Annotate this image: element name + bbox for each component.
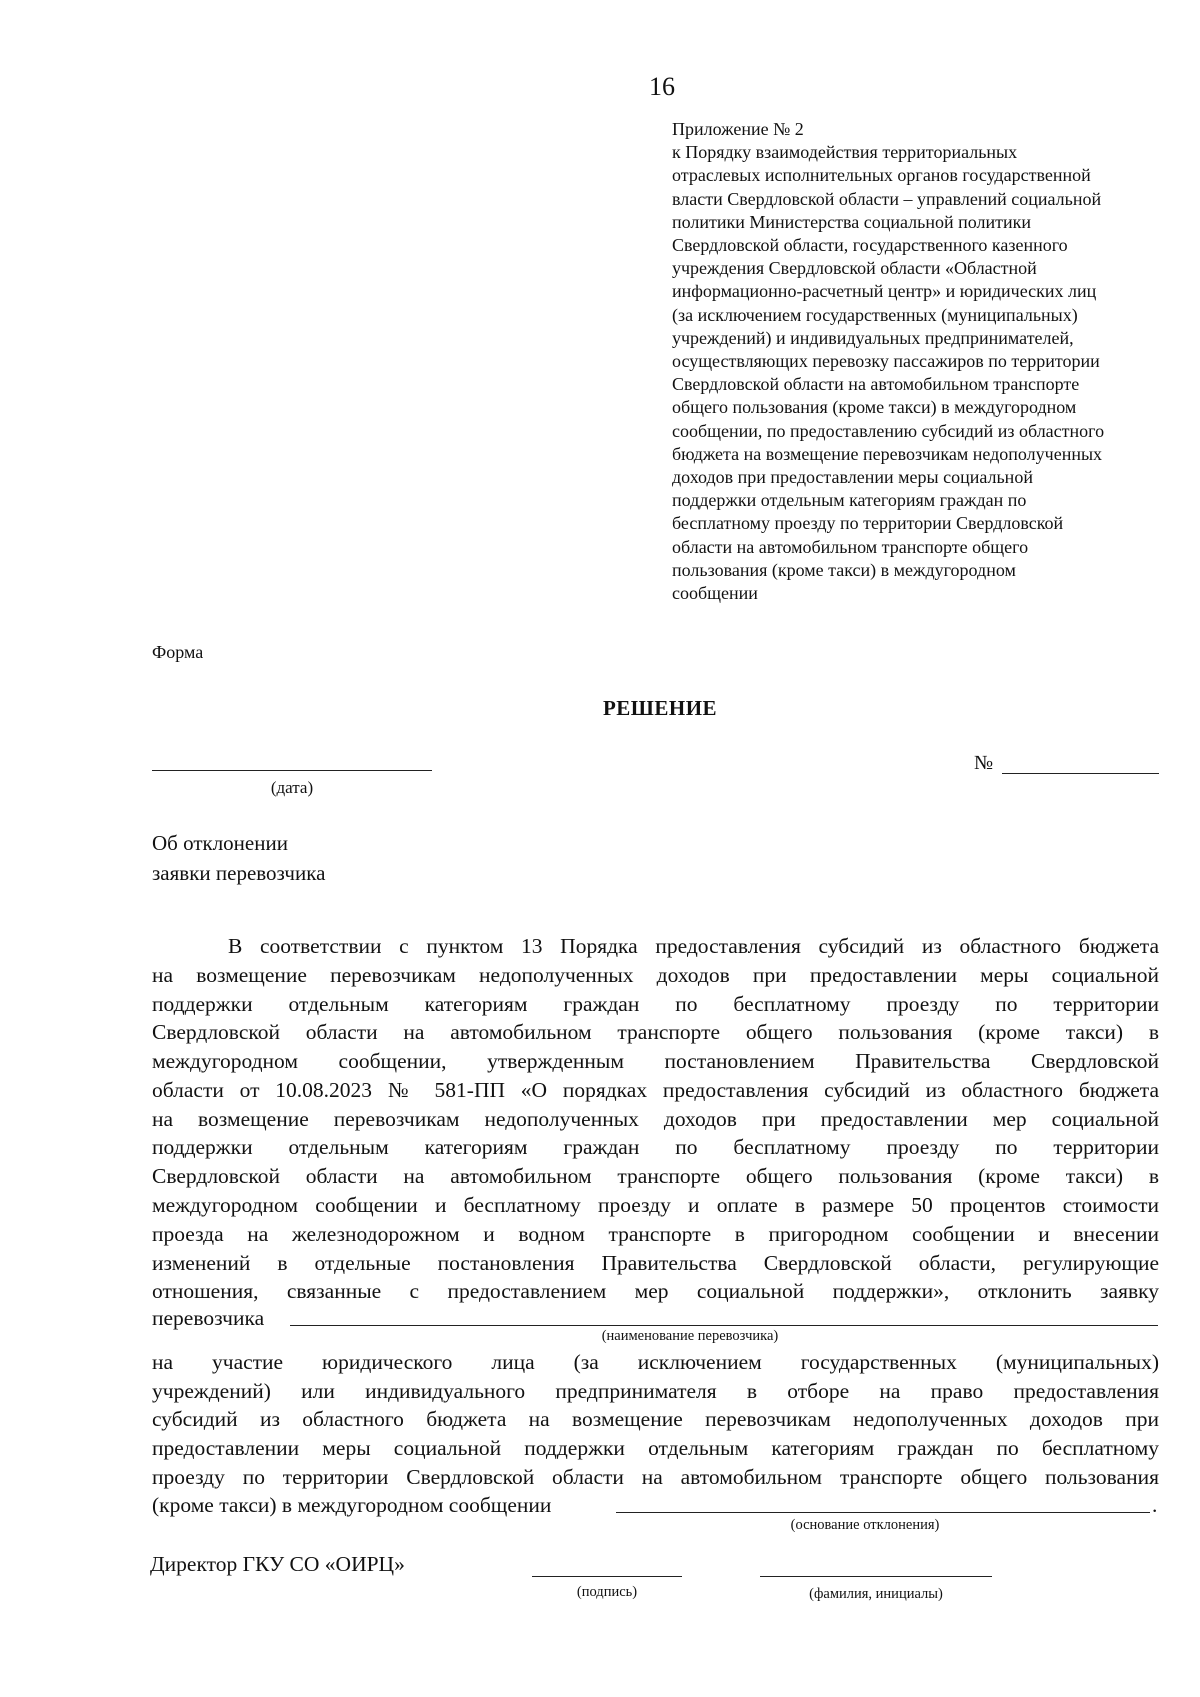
page-number: 16 xyxy=(649,72,675,101)
full-name-field-line[interactable] xyxy=(760,1576,992,1577)
appendix-line: к Порядку взаимодействия территориальных xyxy=(672,142,1018,163)
appendix-line: учреждений) и индивидуальных предпринимателей, xyxy=(672,327,1074,348)
body-line: учреждений) или индивидуального предпринимателя в отборе на право предоставления xyxy=(152,1379,1159,1403)
number-field-line[interactable] xyxy=(1002,773,1159,774)
appendix-line: политики Министерства социальной политики xyxy=(672,211,1031,232)
appendix-line: сообщении, по предоставлению субсидий из областного xyxy=(672,420,1105,441)
carrier-name-caption: (наименование перевозчика) xyxy=(601,1328,779,1344)
appendix-line: бюджета на возмещение перевозчикам недополученных xyxy=(672,443,1103,464)
appendix-line: Свердловской области на автомобильном транспорте xyxy=(672,374,1080,395)
date-caption: (дата) xyxy=(270,778,314,797)
body-end-period: . xyxy=(1152,1493,1158,1517)
appendix-line: осуществляющих перевозку пассажиров по территории xyxy=(672,351,1100,372)
date-field-line[interactable] xyxy=(152,770,432,771)
carrier-label: перевозчика xyxy=(152,1306,265,1330)
carrier-name-field-line[interactable] xyxy=(290,1325,1158,1326)
appendix-line: поддержки отдельным категориям граждан по xyxy=(672,490,1027,511)
body-line: (кроме такси) в междугородном сообщении xyxy=(152,1493,552,1517)
director-title: Директор ГКУ СО «ОИРЦ» xyxy=(150,1552,405,1576)
appendix-block xyxy=(672,118,1172,605)
reason-caption: (основание отклонения) xyxy=(790,1517,940,1533)
body-line: области от 10.08.2023 № 581-ПП «О порядках предоставления субсидий из областного бюджета xyxy=(152,1078,1159,1102)
body-line: междугородном сообщении и бесплатному проезду и оплате в размере 50 процентов стоимости xyxy=(152,1193,1159,1217)
appendix-line: отраслевых исполнительных органов государственной xyxy=(672,165,1091,186)
body-line: Свердловской области на автомобильном транспорте общего пользования (кроме такси) в xyxy=(152,1020,1159,1044)
signature-field-line[interactable] xyxy=(532,1576,682,1577)
number-label: № xyxy=(974,752,994,774)
appendix-line: Свердловской области, государственного казенного xyxy=(672,235,1068,256)
body-line: междугородном сообщении, утвержденным постановлением Правительства Свердловской xyxy=(152,1049,1159,1073)
document-title: РЕШЕНИЕ xyxy=(602,696,718,720)
body-line: на возмещение перевозчикам недополученных доходов при предоставлении меры социальной xyxy=(152,963,1159,987)
body-line: поддержки отдельным категориям граждан по бесплатному проезду по территории xyxy=(152,992,1159,1016)
body-line: на участие юридического лица (за исключением государственных (муниципальных) xyxy=(152,1350,1159,1374)
body-line: проезду по территории Свердловской области на автомобильном транспорте общего пользования xyxy=(152,1465,1159,1489)
subject-line: Об отклонении xyxy=(152,831,288,855)
body-line: отношения, связанные с предоставлением мер социальной поддержки», отклонить заявку xyxy=(152,1279,1159,1303)
body-line: В соответствии с пунктом 13 Порядка предоставления субсидий из областного бюджета xyxy=(228,934,1159,958)
appendix-line: (за исключением государственных (муниципальных) xyxy=(672,304,1078,325)
appendix-line: информационно-расчетный центр» и юридических лиц xyxy=(672,281,1097,302)
appendix-line: учреждения Свердловской области «Областной xyxy=(672,258,1037,279)
appendix-line: доходов при предоставлении меры социальной xyxy=(672,467,1033,488)
body-line: на возмещение перевозчикам недополученных доходов при предоставлении мер социальной xyxy=(152,1107,1159,1131)
appendix-line: сообщении xyxy=(672,583,758,604)
appendix-line: общего пользования (кроме такси) в междугородном xyxy=(672,397,1077,418)
body-line: изменений в отдельные постановления Правительства Свердловской области, регулирующие xyxy=(152,1251,1159,1275)
appendix-line: пользования (кроме такси) в междугородном xyxy=(672,559,1016,580)
full-name-caption: (фамилия, инициалы) xyxy=(809,1586,943,1602)
body-line: предоставлении меры социальной поддержки отдельным категориям граждан по бесплатному xyxy=(152,1436,1159,1460)
body-line: проезда на железнодорожном и водном транспорте в пригородном сообщении и внесении xyxy=(152,1222,1159,1246)
form-label: Форма xyxy=(152,642,204,662)
subject-block xyxy=(152,828,325,888)
appendix-line: бесплатному проезду по территории Свердловской xyxy=(672,513,1064,534)
body-line: поддержки отдельным категориям граждан по бесплатному проезду по территории xyxy=(152,1135,1159,1159)
appendix-line: власти Свердловской области – управлений социальной xyxy=(672,188,1102,209)
signature-caption: (подпись) xyxy=(576,1584,638,1600)
body-line: Свердловской области на автомобильном транспорте общего пользования (кроме такси) в xyxy=(152,1164,1159,1188)
body-line: субсидий из областного бюджета на возмещение перевозчикам недополученных доходов при xyxy=(152,1407,1159,1431)
appendix-line: Приложение № 2 xyxy=(672,119,804,139)
reason-field-line[interactable] xyxy=(616,1512,1150,1513)
appendix-line: области на автомобильном транспорте общего xyxy=(672,536,1029,557)
subject-line: заявки перевозчика xyxy=(152,861,326,885)
